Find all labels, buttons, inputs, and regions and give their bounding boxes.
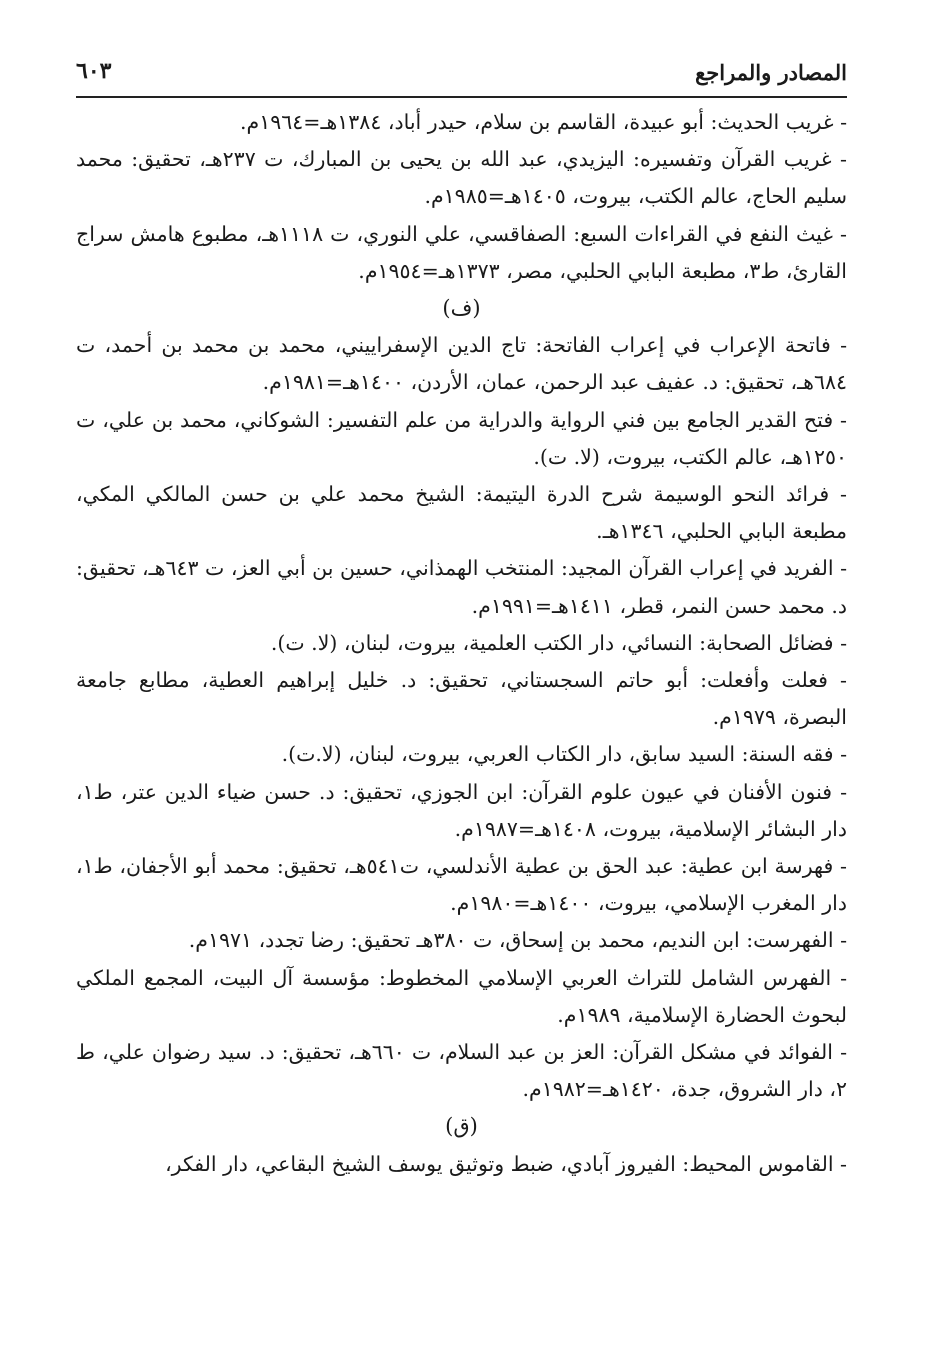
bibliography-entry: - غيث النفع في القراءات السبع: الصفاقسي، علي النوري، ت ١١١٨هـ، مطبوع هامش سراج القارئ، ط٣، مطبعة البابي الحلبي، مصر، ١٣٧٣هـ=١٩٥٤م. [76, 221, 847, 283]
section-heading: (ق) [445, 1114, 478, 1139]
bibliography-entry: - فعلت وأفعلت: أبو حاتم السجستاني، تحقيق: د. خليل إبراهيم العطية، مطابع جامعة البصرة، ١٩٧٩م. [76, 668, 847, 730]
bibliography-entry: - الفوائد في مشكل القرآن: العز بن عبد السلام، ت ٦٦٠هـ، تحقيق: د. سيد رضوان علي، ط ٢، دار الشروق، جدة، ١٤٢٠هـ=١٩٨٢م. [76, 1040, 848, 1102]
bibliography-entry: - فنون الأفنان في عيون علوم القرآن: ابن الجوزي، تحقيق: د. حسن ضياء الدين عتر، ط١، دار البشائر الإسلامية، بيروت، ١٤٠٨هـ=١٩٨٧م. [76, 779, 847, 841]
bibliography-entry: - الفريد في إعراب القرآن المجيد: المنتخب الهمذاني، حسين بن أبي العز، ت ٦٤٣هـ، تحقيق: د. محمد حسن النمر، قطر، ١٤١١هـ=١٩٩١م. [76, 556, 848, 618]
bibliography-entry: - غريب الحديث: أبو عبيدة، القاسم بن سلام، حيدر أباد، ١٣٨٤هـ=١٩٦٤م. [240, 110, 847, 134]
bibliography-entry: - فهرسة ابن عطية: عبد الحق بن عطية الأندلسي، ت٥٤١هـ، تحقيق: محمد أبو الأجفان، ط١، دار المغرب الإسلامي، بيروت، ١٤٠٠هـ=١٩٨٠م. [76, 854, 847, 916]
bibliography-entry: - الفهرس الشامل للتراث العربي الإسلامي المخطوط: مؤسسة آل البيت، المجمع الملكي لبحوث الحضارة الإسلامية، ١٩٨٩م. [76, 965, 847, 1027]
running-title: المصادر والمراجع [695, 60, 847, 85]
bibliography-entry: - القاموس المحيط: الفيروز آبادي، ضبط وتوثيق يوسف الشيخ البقاعي، دار الفكر، [165, 1151, 847, 1176]
bibliography-entry: - فقه السنة: السيد سابق، دار الكتاب العربي، بيروت، لبنان، (لا.ت). [281, 742, 847, 767]
bibliography-entry: - فضائل الصحابة: النسائي، دار الكتب العلمية، بيروت، لبنان، (لا. ت). [270, 630, 847, 655]
bibliography-entry: - فتح القدير الجامع بين فني الرواية والدراية من علم التفسير: الشوكاني، محمد بن علي، ت ١٢٥٠هـ، عالم الكتب، بيروت، (لا. ت). [76, 407, 847, 469]
page-header [76, 52, 847, 98]
bibliography-entry: - غريب القرآن وتفسيره: اليزيدي، عبد الله بن يحيى بن المبارك، ت ٢٣٧هـ، تحقيق: محمد سليم الحاج، عالم الكتب، بيروت، ١٤٠٥هـ=١٩٨٥م. [76, 147, 847, 209]
bibliography-list [76, 104, 847, 1183]
page-number: ٦٠٣ [76, 58, 112, 84]
bibliography-entry: - فرائد النحو الوسيمة شرح الدرة اليتيمة: الشيخ محمد علي بن حسن المالكي المكي، مطبعة البابي الحلبي، ١٣٤٦هـ. [76, 482, 847, 544]
bibliography-entry: - الفهرست: ابن النديم، محمد بن إسحاق، ت ٣٨٠هـ تحقيق: رضا تجدد، ١٩٧١م. [188, 928, 847, 953]
section-heading: (ف) [442, 296, 481, 321]
bibliography-entry: - فاتحة الإعراب في إعراب الفاتحة: تاج الدين الإسفراييني، محمد بن محمد بن أحمد، ت ٦٨٤هـ، تحقيق: د. عفيف عبد الرحمن، عمان، الأردن، ١٤٠٠هـ=١٩٨١م. [76, 333, 847, 395]
